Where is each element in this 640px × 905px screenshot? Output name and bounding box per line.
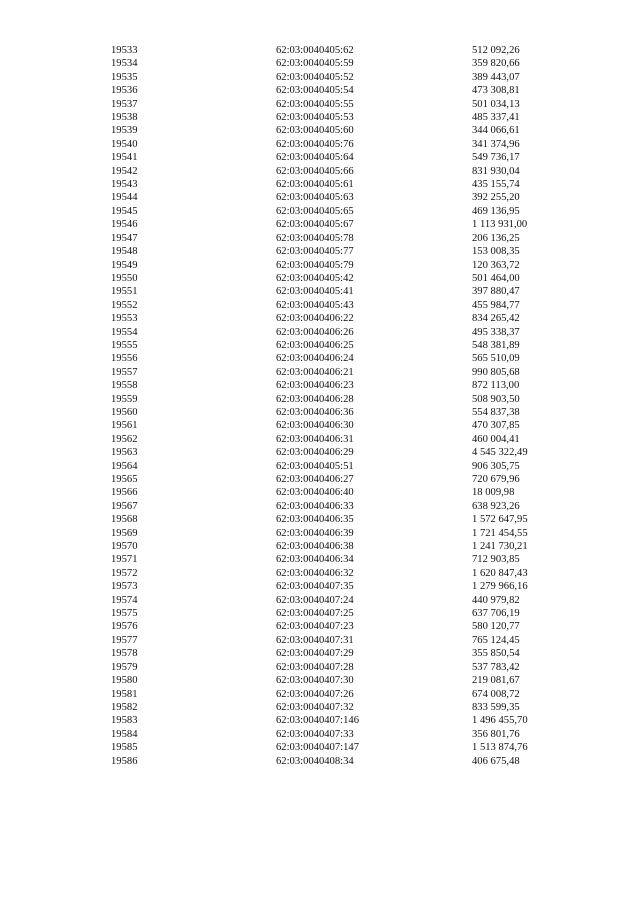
cadastral-value: 455 984,77 <box>472 299 520 311</box>
cadastral-number: 62:03:0040407:32 <box>276 701 354 713</box>
cadastral-value: 485 337,41 <box>472 112 520 124</box>
row-number: 19586 <box>111 755 138 767</box>
cadastral-number: 62:03:0040405:43 <box>276 299 354 311</box>
cadastral-number: 62:03:0040405:77 <box>276 246 354 258</box>
cadastral-number: 62:03:0040405:64 <box>276 152 354 164</box>
row-number: 19533 <box>111 45 138 56</box>
row-number: 19582 <box>111 701 138 713</box>
row-number: 19548 <box>111 246 138 258</box>
table-row <box>0 594 640 607</box>
row-number: 19549 <box>111 259 138 271</box>
table-row <box>0 245 640 258</box>
cadastral-number: 62:03:0040405:67 <box>276 219 354 231</box>
cadastral-value: 4 545 322,49 <box>472 447 528 459</box>
cadastral-number: 62:03:0040407:25 <box>276 608 354 620</box>
cadastral-number: 62:03:0040406:36 <box>276 406 354 418</box>
cadastral-number: 62:03:0040407:26 <box>276 688 354 700</box>
row-number: 19545 <box>111 205 138 217</box>
cadastral-value: 580 120,77 <box>472 621 520 633</box>
cadastral-value: 637 706,19 <box>472 608 520 620</box>
row-number: 19567 <box>111 500 138 512</box>
table-row <box>0 433 640 446</box>
table-row <box>0 57 640 70</box>
cadastral-value: 435 155,74 <box>472 179 520 191</box>
cadastral-number: 62:03:0040405:61 <box>276 179 354 191</box>
table-row <box>0 486 640 499</box>
cadastral-value: 440 979,82 <box>472 594 520 606</box>
cadastral-number: 62:03:0040407:33 <box>276 728 354 740</box>
table-row <box>0 151 640 164</box>
row-number: 19556 <box>111 353 138 365</box>
cadastral-value: 1 496 455,70 <box>472 715 528 727</box>
table-row <box>0 714 640 727</box>
cadastral-value: 473 308,81 <box>472 85 520 97</box>
row-number: 19576 <box>111 621 138 633</box>
cadastral-number: 62:03:0040406:24 <box>276 353 354 365</box>
table-row <box>0 620 640 633</box>
cadastral-value: 1 513 874,76 <box>472 742 528 754</box>
table-row <box>0 553 640 566</box>
cadastral-value: 549 736,17 <box>472 152 520 164</box>
cadastral-number: 62:03:0040406:23 <box>276 380 354 392</box>
cadastral-value: 470 307,85 <box>472 420 520 432</box>
cadastral-value: 565 510,09 <box>472 353 520 365</box>
table-row <box>0 71 640 84</box>
table-row <box>0 138 640 151</box>
table-row <box>0 540 640 553</box>
cadastral-value: 501 464,00 <box>472 272 520 284</box>
cadastral-number: 62:03:0040405:76 <box>276 138 354 150</box>
cadastral-number: 62:03:0040408:34 <box>276 755 354 767</box>
cadastral-value: 512 092,26 <box>472 45 520 56</box>
cadastral-number: 62:03:0040406:22 <box>276 313 354 325</box>
cadastral-number: 62:03:0040407:29 <box>276 648 354 660</box>
row-number: 19571 <box>111 554 138 566</box>
row-number: 19540 <box>111 138 138 150</box>
cadastral-number: 62:03:0040405:41 <box>276 286 354 298</box>
table-row <box>0 674 640 687</box>
table-row <box>0 366 640 379</box>
table-row <box>0 98 640 111</box>
row-number: 19560 <box>111 406 138 418</box>
table-row <box>0 165 640 178</box>
cadastral-value: 469 136,95 <box>472 205 520 217</box>
cadastral-number: 62:03:0040405:65 <box>276 205 354 217</box>
row-number: 19541 <box>111 152 138 164</box>
cadastral-number: 62:03:0040405:42 <box>276 272 354 284</box>
row-number: 19542 <box>111 165 138 177</box>
table-row <box>0 84 640 97</box>
cadastral-number: 62:03:0040406:34 <box>276 554 354 566</box>
cadastral-value: 344 066,61 <box>472 125 520 137</box>
row-number: 19580 <box>111 675 138 687</box>
cadastral-number: 62:03:0040407:24 <box>276 594 354 606</box>
row-number: 19584 <box>111 728 138 740</box>
table-row <box>0 205 640 218</box>
row-number: 19579 <box>111 661 138 673</box>
cadastral-value: 392 255,20 <box>472 192 520 204</box>
row-number: 19573 <box>111 581 138 593</box>
row-number: 19536 <box>111 85 138 97</box>
table-row <box>0 124 640 137</box>
cadastral-value: 389 443,07 <box>472 71 520 83</box>
cadastral-value: 906 305,75 <box>472 460 520 472</box>
table-row <box>0 513 640 526</box>
cadastral-value-table <box>0 44 640 768</box>
row-number: 19558 <box>111 380 138 392</box>
cadastral-value: 712 903,85 <box>472 554 520 566</box>
cadastral-value: 834 265,42 <box>472 313 520 325</box>
cadastral-value: 674 008,72 <box>472 688 520 700</box>
table-row <box>0 44 640 57</box>
cadastral-number: 62:03:0040406:29 <box>276 447 354 459</box>
table-row <box>0 647 640 660</box>
table-row <box>0 299 640 312</box>
cadastral-number: 62:03:0040405:60 <box>276 125 354 137</box>
cadastral-value: 548 381,89 <box>472 339 520 351</box>
row-number: 19578 <box>111 648 138 660</box>
cadastral-value: 1 721 454,55 <box>472 527 528 539</box>
cadastral-number: 62:03:0040405:55 <box>276 98 354 110</box>
cadastral-value: 501 034,13 <box>472 98 520 110</box>
row-number: 19570 <box>111 541 138 553</box>
cadastral-value: 397 880,47 <box>472 286 520 298</box>
row-number: 19583 <box>111 715 138 727</box>
cadastral-number: 62:03:0040406:28 <box>276 393 354 405</box>
cadastral-number: 62:03:0040407:30 <box>276 675 354 687</box>
cadastral-number: 62:03:0040405:78 <box>276 232 354 244</box>
table-row <box>0 191 640 204</box>
cadastral-value: 206 136,25 <box>472 232 520 244</box>
row-number: 19562 <box>111 433 138 445</box>
cadastral-number: 62:03:0040405:79 <box>276 259 354 271</box>
cadastral-value: 153 008,35 <box>472 246 520 258</box>
table-row <box>0 285 640 298</box>
row-number: 19581 <box>111 688 138 700</box>
table-row <box>0 379 640 392</box>
row-number: 19572 <box>111 567 138 579</box>
row-number: 19568 <box>111 514 138 526</box>
cadastral-number: 62:03:0040405:53 <box>276 112 354 124</box>
cadastral-value: 359 820,66 <box>472 58 520 70</box>
cadastral-value: 508 903,50 <box>472 393 520 405</box>
table-row <box>0 607 640 620</box>
cadastral-number: 62:03:0040407:23 <box>276 621 354 633</box>
row-number: 19553 <box>111 313 138 325</box>
cadastral-value: 406 675,48 <box>472 755 520 767</box>
cadastral-value: 990 805,68 <box>472 366 520 378</box>
row-number: 19550 <box>111 272 138 284</box>
cadastral-value: 1 620 847,43 <box>472 567 528 579</box>
row-number: 19551 <box>111 286 138 298</box>
table-row <box>0 460 640 473</box>
row-number: 19585 <box>111 742 138 754</box>
row-number: 19546 <box>111 219 138 231</box>
row-number: 19559 <box>111 393 138 405</box>
row-number: 19552 <box>111 299 138 311</box>
table-row <box>0 701 640 714</box>
table-row <box>0 111 640 124</box>
row-number: 19577 <box>111 634 138 646</box>
table-row <box>0 272 640 285</box>
cadastral-number: 62:03:0040407:35 <box>276 581 354 593</box>
table-row <box>0 500 640 513</box>
table-row <box>0 755 640 768</box>
cadastral-number: 62:03:0040406:31 <box>276 433 354 445</box>
cadastral-number: 62:03:0040405:63 <box>276 192 354 204</box>
cadastral-number: 62:03:0040407:147 <box>276 742 359 754</box>
cadastral-value: 720 679,96 <box>472 474 520 485</box>
row-number: 19539 <box>111 125 138 137</box>
cadastral-number: 62:03:0040407:146 <box>276 715 359 727</box>
cadastral-value: 1 279 966,16 <box>472 581 528 593</box>
table-row <box>0 634 640 647</box>
table-row <box>0 259 640 272</box>
row-number: 19557 <box>111 366 138 378</box>
cadastral-number: 62:03:0040405:51 <box>276 460 354 472</box>
table-row <box>0 218 640 231</box>
table-row <box>0 527 640 540</box>
cadastral-number: 62:03:0040406:39 <box>276 527 354 539</box>
table-row <box>0 393 640 406</box>
cadastral-number: 62:03:0040406:38 <box>276 541 354 553</box>
table-row <box>0 326 640 339</box>
cadastral-number: 62:03:0040407:28 <box>276 661 354 673</box>
cadastral-value: 1 113 931,00 <box>472 219 528 231</box>
cadastral-value: 495 338,37 <box>472 326 520 338</box>
table-row <box>0 352 640 365</box>
row-number: 19537 <box>111 98 138 110</box>
cadastral-value: 872 113,00 <box>472 380 520 392</box>
cadastral-value: 120 363,72 <box>472 259 520 271</box>
cadastral-value: 460 004,41 <box>472 433 520 445</box>
table-row <box>0 567 640 580</box>
cadastral-number: 62:03:0040405:66 <box>276 165 354 177</box>
cadastral-value: 341 374,96 <box>472 138 520 150</box>
cadastral-number: 62:03:0040405:54 <box>276 85 354 97</box>
row-number: 19565 <box>111 474 138 485</box>
row-number: 19575 <box>111 608 138 620</box>
cadastral-value: 1 572 647,95 <box>472 514 528 526</box>
cadastral-value: 1 241 730,21 <box>472 541 528 553</box>
cadastral-value: 765 124,45 <box>472 634 520 646</box>
table-row <box>0 580 640 593</box>
cadastral-value: 537 783,42 <box>472 661 520 673</box>
row-number: 19566 <box>111 487 138 499</box>
row-number: 19534 <box>111 58 138 70</box>
cadastral-value: 833 599,35 <box>472 701 520 713</box>
table-row <box>0 661 640 674</box>
row-number: 19574 <box>111 594 138 606</box>
table-row <box>0 312 640 325</box>
row-number: 19569 <box>111 527 138 539</box>
table-row <box>0 419 640 432</box>
cadastral-value: 831 930,04 <box>472 165 520 177</box>
cadastral-value: 638 923,26 <box>472 500 520 512</box>
row-number: 19554 <box>111 326 138 338</box>
table-row <box>0 446 640 459</box>
row-number: 19561 <box>111 420 138 432</box>
table-row <box>0 688 640 701</box>
cadastral-number: 62:03:0040406:27 <box>276 474 354 485</box>
cadastral-value: 219 081,67 <box>472 675 520 687</box>
cadastral-value: 356 801,76 <box>472 728 520 740</box>
cadastral-number: 62:03:0040406:26 <box>276 326 354 338</box>
table-row <box>0 728 640 741</box>
table-row <box>0 232 640 245</box>
cadastral-number: 62:03:0040405:62 <box>276 45 354 56</box>
table-row <box>0 178 640 191</box>
row-number: 19555 <box>111 339 138 351</box>
row-number: 19544 <box>111 192 138 204</box>
cadastral-number: 62:03:0040407:31 <box>276 634 354 646</box>
table-row <box>0 741 640 754</box>
cadastral-number: 62:03:0040405:59 <box>276 58 354 70</box>
table-row <box>0 473 640 486</box>
cadastral-value: 355 850,54 <box>472 648 520 660</box>
cadastral-number: 62:03:0040406:33 <box>276 500 354 512</box>
row-number: 19547 <box>111 232 138 244</box>
table-row <box>0 339 640 352</box>
table-row <box>0 406 640 419</box>
cadastral-value: 18 009,98 <box>472 487 515 499</box>
cadastral-number: 62:03:0040405:52 <box>276 71 354 83</box>
row-number: 19535 <box>111 71 138 83</box>
cadastral-number: 62:03:0040406:32 <box>276 567 354 579</box>
cadastral-number: 62:03:0040406:35 <box>276 514 354 526</box>
row-number: 19563 <box>111 447 138 459</box>
row-number: 19543 <box>111 179 138 191</box>
row-number: 19538 <box>111 112 138 124</box>
cadastral-number: 62:03:0040406:30 <box>276 420 354 432</box>
cadastral-number: 62:03:0040406:25 <box>276 339 354 351</box>
cadastral-value: 554 837,38 <box>472 406 520 418</box>
cadastral-number: 62:03:0040406:40 <box>276 487 354 499</box>
row-number: 19564 <box>111 460 138 472</box>
cadastral-number: 62:03:0040406:21 <box>276 366 354 378</box>
